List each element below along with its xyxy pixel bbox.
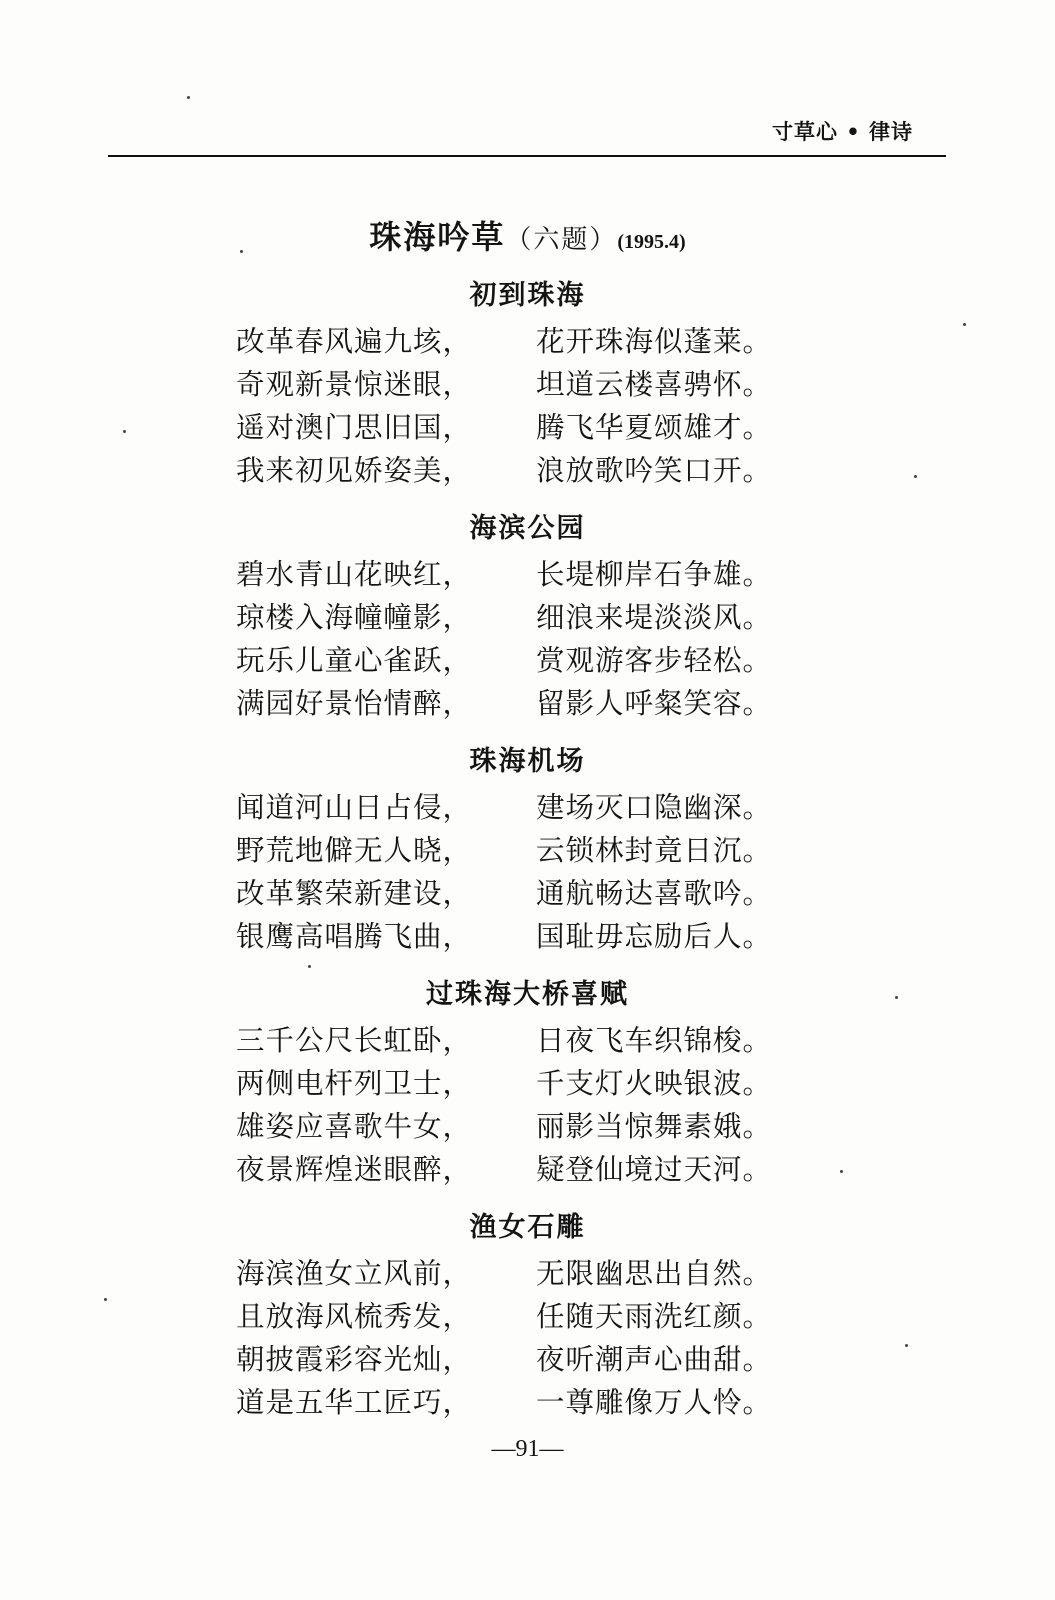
verse-line xyxy=(0,682,1055,725)
verse-second-half: 花开珠海似蓬莱。 xyxy=(536,325,773,358)
verse-second-half: 丽影当惊舞素娥。 xyxy=(536,1110,773,1143)
poem xyxy=(0,738,1055,958)
verse-first-half: 遥对澳门思旧国， xyxy=(236,411,473,444)
verse-second-half: 国耻毋忘励后人。 xyxy=(536,920,773,953)
title-subtitle: （六题） xyxy=(505,225,618,255)
header-rule xyxy=(108,155,946,157)
poem-title: 渔女石雕 xyxy=(469,1212,586,1243)
scan-speck xyxy=(905,1344,908,1347)
verse-line xyxy=(0,786,1055,829)
verse-first-half: 玩乐儿童心雀跃， xyxy=(236,644,473,677)
verse-second-half: 浪放歌吟笑口开。 xyxy=(536,454,773,487)
poem xyxy=(0,971,1055,1191)
verse-first-half: 改革繁荣新建设， xyxy=(236,877,473,910)
scan-speck xyxy=(187,96,190,99)
verse-line xyxy=(0,915,1055,958)
poem-title: 初到珠海 xyxy=(469,280,586,311)
verse-second-half: 云锁林封竟日沉。 xyxy=(536,834,773,867)
verse-line xyxy=(0,1105,1055,1148)
verse-first-half: 三千公尺长虹卧， xyxy=(236,1024,473,1057)
scan-speck xyxy=(240,250,243,253)
title-date: (1995.4) xyxy=(617,231,686,253)
verse-line xyxy=(0,639,1055,682)
verse-first-half: 奇观新景惊迷眼， xyxy=(236,368,473,401)
verse-second-half: 建场灭口隐幽深。 xyxy=(536,791,773,824)
verse-first-half: 雄姿应喜歌牛女， xyxy=(236,1110,473,1143)
poem-title: 过珠海大桥喜赋 xyxy=(426,979,629,1010)
verse-second-half: 疑登仙境过天河。 xyxy=(536,1153,773,1186)
verse-first-half: 闻道河山日占侵， xyxy=(236,791,473,824)
verse-first-half: 改革春风遍九垓， xyxy=(236,325,473,358)
verse-second-half: 细浪来堤淡淡风。 xyxy=(536,601,773,634)
verse-line xyxy=(0,872,1055,915)
verse-line xyxy=(0,1338,1055,1381)
verse-second-half: 长堤柳岸石争雄。 xyxy=(536,558,773,591)
verse-line xyxy=(0,1381,1055,1424)
running-head: 寸草心 • 律诗 xyxy=(771,120,913,144)
page-title xyxy=(0,212,1055,258)
verse-line xyxy=(0,1062,1055,1105)
verse-second-half: 腾飞华夏颂雄才。 xyxy=(536,411,773,444)
poem xyxy=(0,505,1055,725)
verse-line xyxy=(0,829,1055,872)
verse-second-half: 赏观游客步轻松。 xyxy=(536,644,773,677)
scan-speck xyxy=(963,323,966,326)
verse-line xyxy=(0,320,1055,363)
verse-second-half: 留影人呼粲笑容。 xyxy=(536,687,773,720)
verse-second-half: 通航畅达喜歌吟。 xyxy=(536,877,773,910)
scan-speck xyxy=(123,430,126,433)
poem xyxy=(0,1204,1055,1424)
poem-title: 海滨公园 xyxy=(469,513,586,544)
verse-first-half: 银鹰高唱腾飞曲， xyxy=(236,920,473,953)
scan-speck xyxy=(895,996,898,999)
verse-line xyxy=(0,363,1055,406)
verse-first-half: 满园好景怡情醉， xyxy=(236,687,473,720)
scan-speck xyxy=(840,1170,843,1173)
verse-first-half: 琼楼入海幢幢影， xyxy=(236,601,473,634)
verse-first-half: 且放海风梳秀发， xyxy=(236,1300,473,1333)
verse-second-half: 一尊雕像万人怜。 xyxy=(536,1386,773,1419)
verse-second-half: 夜听潮声心曲甜。 xyxy=(536,1343,773,1376)
page-number: —91— xyxy=(491,1436,564,1462)
verse-line xyxy=(0,553,1055,596)
poem xyxy=(0,272,1055,492)
scan-speck xyxy=(104,1298,107,1301)
scan-speck xyxy=(308,965,311,968)
verse-line xyxy=(0,1148,1055,1191)
verse-second-half: 日夜飞车织锦梭。 xyxy=(536,1024,773,1057)
verse-second-half: 无限幽思出自然。 xyxy=(536,1257,773,1290)
verse-first-half: 我来初见娇姿美， xyxy=(236,454,473,487)
verse-first-half: 海滨渔女立风前， xyxy=(236,1257,473,1290)
verse-first-half: 道是五华工匠巧， xyxy=(236,1386,473,1419)
verse-line xyxy=(0,1295,1055,1338)
verse-line xyxy=(0,449,1055,492)
verse-first-half: 夜景辉煌迷眼醉， xyxy=(236,1153,473,1186)
verse-line xyxy=(0,596,1055,639)
verse-first-half: 两侧电杆列卫士， xyxy=(236,1067,473,1100)
poem-title: 珠海机场 xyxy=(469,746,586,777)
verse-line xyxy=(0,1252,1055,1295)
verse-second-half: 坦道云楼喜骋怀。 xyxy=(536,368,773,401)
verse-second-half: 千支灯火映银波。 xyxy=(536,1067,773,1100)
verse-line xyxy=(0,406,1055,449)
verse-first-half: 碧水青山花映红， xyxy=(236,558,473,591)
scan-speck xyxy=(914,475,917,478)
verse-first-half: 野荒地僻无人晓， xyxy=(236,834,473,867)
verse-second-half: 任随天雨洗红颜。 xyxy=(536,1300,773,1333)
title-main: 珠海吟草 xyxy=(369,218,506,256)
verse-line xyxy=(0,1019,1055,1062)
verse-first-half: 朝披霞彩容光灿， xyxy=(236,1343,473,1376)
